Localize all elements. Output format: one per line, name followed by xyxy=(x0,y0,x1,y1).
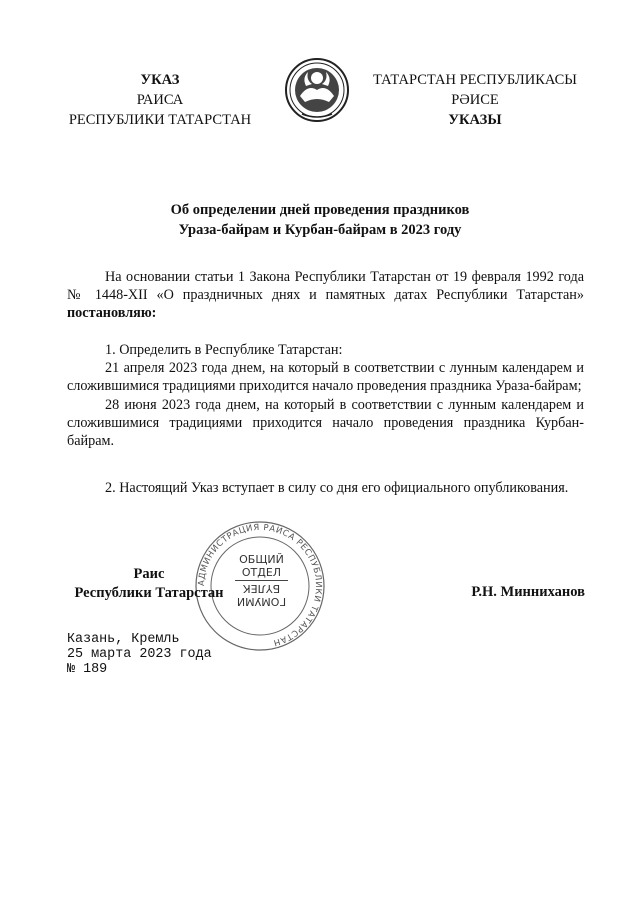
document-number: № 189 xyxy=(67,662,108,677)
issuer-tt: РӘИСЕ xyxy=(451,92,499,108)
item-1-date-a: 21 апреля 2023 года днем, на который в соответствии с лунным календарем и сложившимися традициями приходится начало проведения праздника Ураза-байрам; xyxy=(67,360,584,395)
stamp-center xyxy=(233,553,290,617)
signatory-name: Р.Н. Минниханов xyxy=(471,584,585,600)
stamp-line-1: ОБЩИЙ xyxy=(239,553,284,566)
stamp-line-2: ОТДЕЛ xyxy=(241,566,282,579)
basis-paragraph xyxy=(67,268,584,323)
doc-type-ru: УКАЗ xyxy=(140,72,180,88)
header-right xyxy=(360,70,590,130)
item-2-block xyxy=(67,479,584,497)
doc-type-tt: УКАЗЫ xyxy=(448,112,502,128)
document-title xyxy=(60,200,580,240)
item-1-block xyxy=(67,341,584,450)
item-2-text: 2. Настоящий Указ вступает в силу со дня его официального опубликования. xyxy=(105,480,569,496)
header-left xyxy=(40,70,280,130)
issue-place: Казань, Кремль xyxy=(67,632,180,647)
republic-ru: РЕСПУБЛИКИ ТАТАРСТАН xyxy=(68,112,252,128)
tatarstan-coat-of-arms-icon xyxy=(284,56,350,124)
basis-text: На основании статьи 1 Закона Республики Татарстан от 19 февраля 1992 года № 1448-XII «О праздничных днях и памятных датах Республики Татарстан» xyxy=(67,269,584,304)
title-line-1: Об определении дней проведения праздников xyxy=(170,202,470,218)
stamp-line-4: БҮЛЕК xyxy=(242,582,281,595)
republic-tt: ТАТАРСТАН РЕСПУБЛИКАСЫ xyxy=(373,72,577,88)
document-footer xyxy=(67,632,212,677)
item-1-heading: 1. Определить в Республике Татарстан: xyxy=(105,342,343,358)
signatory-title xyxy=(64,565,234,603)
issue-date: 25 марта 2023 года xyxy=(67,647,212,662)
signatory-title-line-1: Раис xyxy=(133,566,165,582)
signatory-title-line-2: Республики Татарстан xyxy=(74,585,224,601)
item-1-date-b: 28 июня 2023 года днем, на который в соответствии с лунным календарем и сложившимися традициями приходится начало проведения праздника Курбан-байрам. xyxy=(67,396,584,450)
stamp-line-3: ГОМУМИ xyxy=(236,595,287,608)
stamp-divider xyxy=(235,580,288,581)
issuer-ru: РАИСА xyxy=(136,92,184,108)
title-line-2: Ураза-байрам и Курбан-байрам в 2023 году xyxy=(178,222,462,238)
stamp-ring-text: АДМИНИСТРАЦИЯ РАИСА РЕСПУБЛИКИ ТАТАРСТАН xyxy=(196,522,324,648)
basis-decree-word: постановляю: xyxy=(67,305,157,322)
